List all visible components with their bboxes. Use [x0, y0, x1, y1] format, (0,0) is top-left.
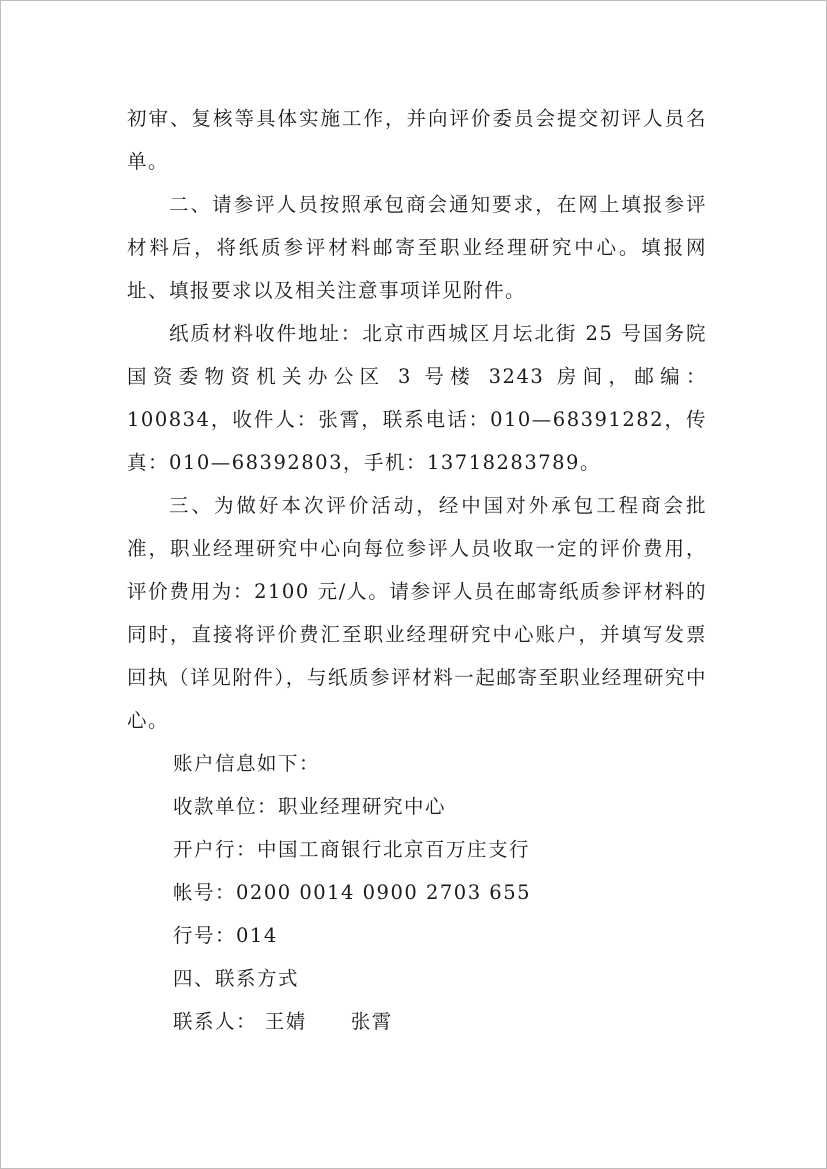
- account-bank-number: 行号：014: [173, 924, 278, 947]
- contact-person-2: 张霄: [350, 1010, 393, 1033]
- paragraph-mailing-address: 纸质材料收件地址：北京市西城区月坛北街 25 号国务院国资委物资机关办公区 3 号楼 3243 房间，邮编：100834，收件人：张霄，联系电话：010—68391282，传真：010—68392803，手机：13718283789。: [127, 322, 707, 474]
- contact-heading: 四、联系方式: [173, 967, 300, 990]
- document-body: [127, 97, 707, 1043]
- paragraph-continuation: 初审、复核等具体实施工作，并向评价委员会提交初评人员名单。: [127, 107, 707, 173]
- account-info-heading: 账户信息如下：: [173, 752, 321, 775]
- paragraph-section-two: 二、请参评人员按照承包商会通知要求，在网上填报参评材料后，将纸质参评材料邮寄至职业经理研究中心。填报网址、填报要求以及相关注意事项详见附件。: [127, 193, 707, 302]
- account-number: 帐号：0200 0014 0900 2703 655: [173, 881, 532, 904]
- contact-person-1: 王婧: [264, 1010, 307, 1033]
- paragraph-section-three: 三、为做好本次评价活动，经中国对外承包工程商会批准，职业经理研究中心向每位参评人员收取一定的评价费用，评价费用为：2100 元/人。请参评人员在邮寄纸质参评材料的同时，直接将评价费汇至职业经理研究中心账户，并填写发票回执（详见附件），与纸质参评材料一起邮寄至职业经理研究中心。: [127, 494, 707, 732]
- account-bank: 开户行：中国工商银行北京百万庄支行: [173, 838, 531, 861]
- account-payee: 收款单位：职业经理研究中心: [173, 795, 447, 818]
- contact-label: 联系人：: [173, 1010, 258, 1033]
- contact-persons: [127, 1000, 707, 1043]
